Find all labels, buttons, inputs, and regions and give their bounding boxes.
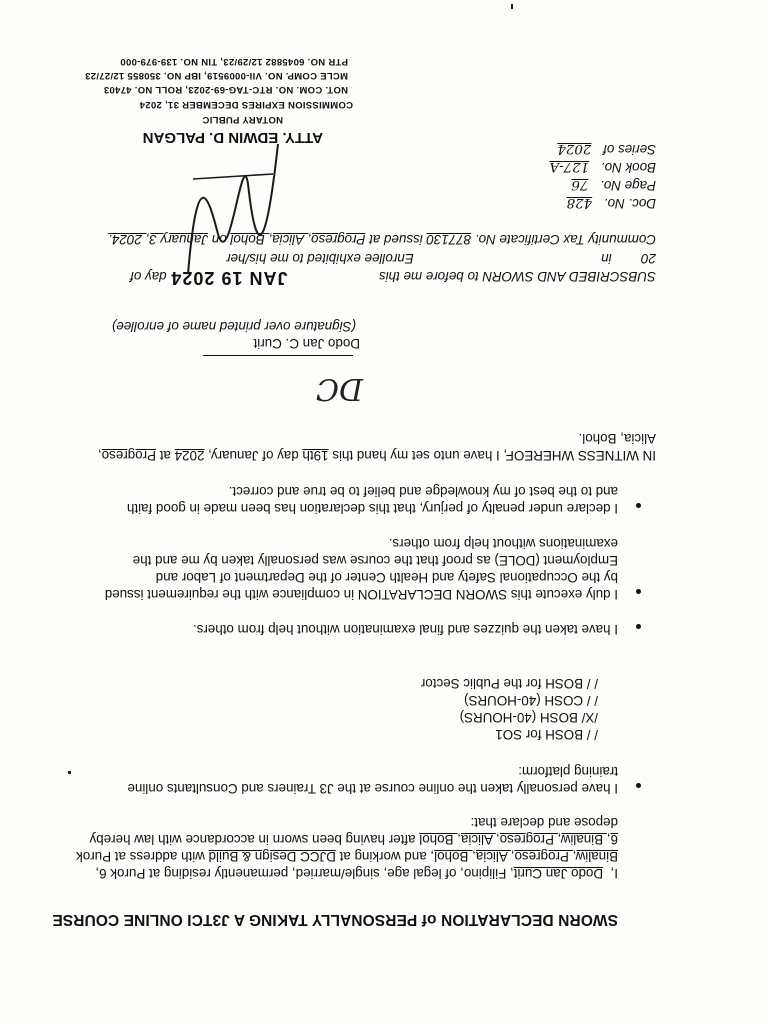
bullet-dot: [636, 589, 641, 594]
subscribed-line-2: [226, 250, 656, 268]
option-bosh-public: / / BOSH for the Public Sector: [420, 676, 598, 691]
doc-no-value: 428: [566, 195, 593, 210]
employer-name: DJCC Design & Build: [208, 849, 336, 864]
signature-scribble: DC: [315, 371, 363, 406]
notary-title: NOTARY PUBLIC: [202, 114, 283, 125]
date-stamp: JAN 19 2024: [170, 268, 288, 288]
book-no-value: 127-A: [549, 159, 590, 174]
subscribed-day-of: day of: [130, 269, 167, 284]
subscribed-year-prefix: 20: [641, 251, 656, 266]
bullet-3-line-2: by the Occupational Safety and Health Center of the Department of Labor and: [155, 570, 618, 585]
witness-prefix: IN WITNESS WHEREOF, I have unto set my hand this: [332, 448, 656, 463]
ctc-place: Progreso, Alicia, Bohol: [230, 232, 366, 247]
signature-caption: (Signature over printed name of enrollee): [111, 319, 356, 334]
bullet-3-line-4: examinations without help from others.: [388, 536, 618, 551]
intro-line-2: [76, 848, 618, 866]
signature-line: [203, 355, 353, 356]
notary-mcle: MCLE COMP. NO. VII-0009519, IBP NO. 350855 12/27/23: [84, 70, 348, 81]
bullet-dot: [636, 503, 641, 508]
bullet-1-line-1: I have personally taken the online course at the J3 Trainers and Consultants online: [127, 781, 618, 796]
doc-no-row: [567, 194, 656, 213]
bullet-3-line-1: I duly execute this SWORN DECLARATION in compliance with the requirement issued: [104, 587, 618, 602]
witness-line-2: Alicia, Bohol.: [578, 431, 656, 446]
series-row: [557, 140, 656, 159]
bullet-4-line-2: and to the best of my knowledge and belief to be true and correct.: [228, 484, 618, 499]
intro-mid-2: , and working at: [339, 849, 435, 864]
intro-rest-2: with address at Purok: [76, 849, 209, 864]
subscribed-in: in: [601, 251, 612, 266]
bullet-dot: [636, 783, 641, 788]
bullet-1-line-2: training platform:: [518, 764, 618, 779]
witness-at: at: [159, 448, 171, 463]
witness-mid: day of January,: [208, 448, 299, 463]
book-no-row: [549, 158, 656, 177]
intro-rest-3: after having been sworn in accordance with law hereby: [89, 832, 420, 847]
notary-name: ATTY. EDWIN D. PALGAN: [142, 129, 323, 146]
option-cosh-40: / / COSH (40-HOURS): [464, 693, 598, 708]
stray-mark: [511, 4, 513, 9]
intro-prefix: I,: [610, 866, 618, 881]
witness-year: 2024: [174, 448, 205, 463]
option-bosh-40: /X/ BOSH (40-HOURS): [459, 710, 598, 725]
witness-line-1: [98, 447, 656, 465]
signatory-name: Dodo Jan C. Curit: [253, 336, 360, 351]
document-title: SWORN DECLARATION of PERSONALLY TAKING A J3TCI ONLINE COURSE: [52, 911, 618, 928]
bullet-4-line-1: I declare under penalty of perjury, that this declaration has been made in good faith: [126, 501, 618, 516]
intro-rest-1: , Filipino, of legal age, single/married, permanently residing at Purok 6,: [95, 866, 514, 881]
ctc-date: January 3, 2024.: [108, 232, 209, 247]
ctc-number: 877130: [426, 232, 472, 247]
residence-address: Binaliw, Progreso, Alicia, Bohol: [434, 849, 618, 864]
subscribed-rest: Enrollee exhibited to me his/her: [226, 251, 414, 266]
series-label: Series of: [603, 142, 656, 157]
ctc-on: on: [211, 232, 227, 247]
notary-commission-number: NOT. COM. NO. RTC-TAG-69-2023, ROLL NO. 47403: [103, 84, 348, 95]
intro-line-1: [95, 865, 618, 883]
page-no-value: 76: [571, 177, 589, 192]
notary-signature-icon: [178, 134, 288, 294]
stray-mark: [68, 771, 71, 774]
bullet-dot: [636, 624, 641, 629]
page-no-label: Page No.: [600, 178, 656, 193]
page-no-row: [571, 176, 656, 195]
ctc-issued-at: issued at: [369, 232, 423, 247]
option-bosh-so1: / / BOSH for SO1: [495, 727, 598, 742]
notary-ptr: PTR NO. 6045882 12/29/23, TIN NO. 139-979-000: [120, 56, 348, 67]
bullet-2-text: I have taken the quizzes and final examination without help from others.: [192, 622, 618, 637]
subscribed-text: SUBSCRIBED AND SWORN to before me this: [378, 269, 656, 284]
intro-line-4: depose and declare that:: [470, 815, 618, 830]
notary-commission: COMMISSION EXPIRES DECEMBER 31, 2024: [139, 99, 353, 110]
witness-place-1: Progreso,: [97, 448, 156, 463]
work-address: 6, Binaliw, Progreso, Alicia, Bohol: [419, 832, 618, 847]
series-value: 2024: [557, 141, 592, 156]
intro-line-3: [90, 831, 618, 849]
declarant-name: Dodo Jan Curit: [513, 866, 604, 881]
ctc-label: Community Tax Certificate No.: [474, 232, 656, 247]
bullet-3-line-3: Employment (DOLE) as proof that the course was personally taken by me and the: [132, 553, 618, 568]
book-no-label: Book No.: [600, 160, 656, 175]
witness-day: 19th: [302, 448, 329, 463]
doc-no-label: Doc. No.: [603, 196, 656, 211]
